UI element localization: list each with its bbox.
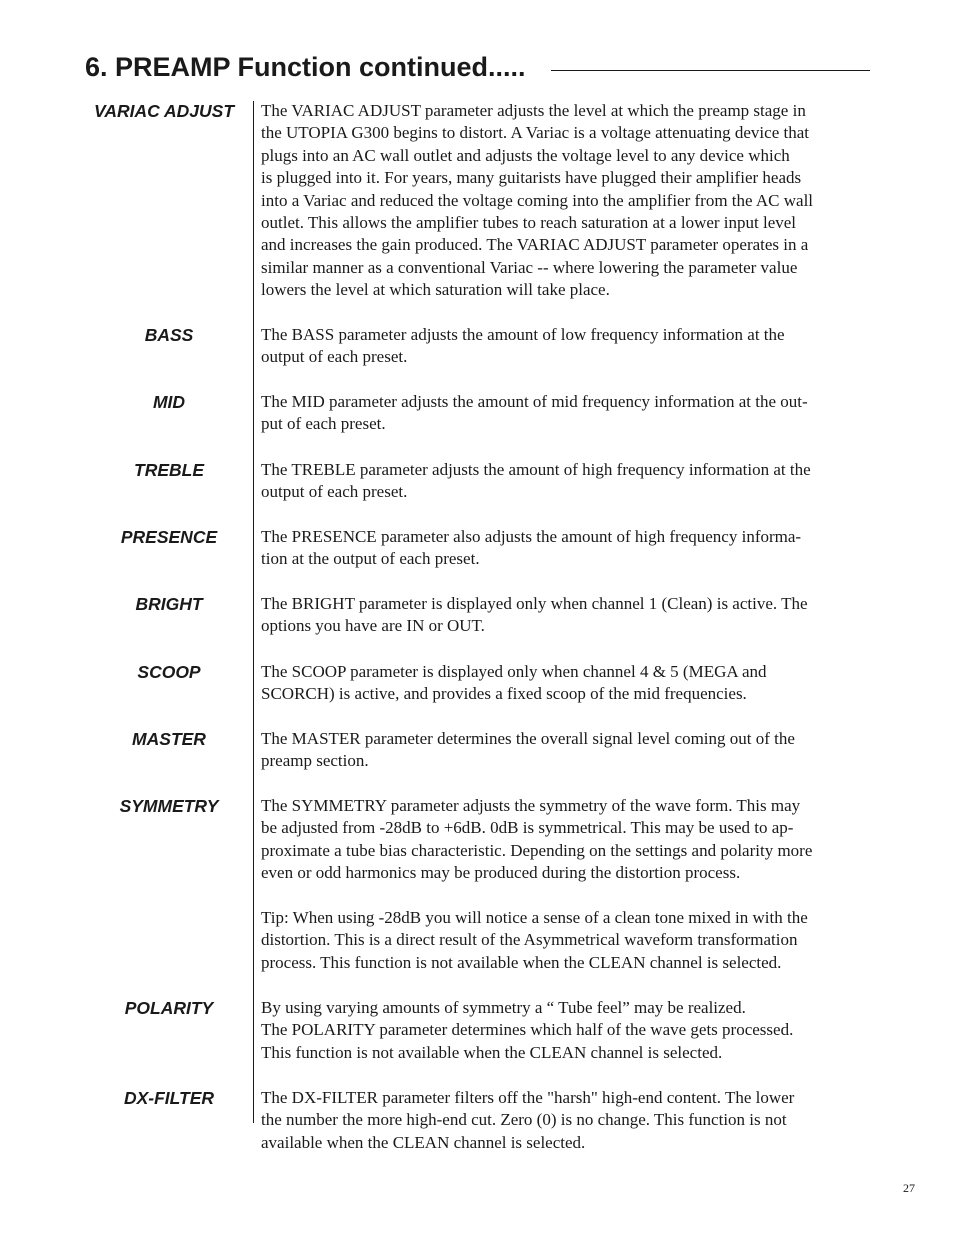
text-line: The MASTER parameter determines the overall signal level coming out of the: [261, 729, 795, 748]
label-presence: PRESENCE: [120, 527, 218, 547]
paragraph-scoop: [261, 661, 873, 706]
paragraph-polarity: [261, 997, 873, 1064]
label-treble: TREBLE: [134, 460, 204, 480]
text-line: and increases the gain produced. The VARIAC ADJUST parameter operates in a: [261, 235, 809, 255]
text-line: put of each preset.: [261, 414, 386, 434]
text-line: The BASS parameter adjusts the amount of low frequency information at the: [261, 325, 785, 344]
text-line: The POLARITY parameter determines which half of the wave gets processed.: [261, 1020, 794, 1040]
label-polarity: POLARITY: [124, 998, 214, 1018]
text-line: The SYMMETRY parameter adjusts the symmetry of the wave form. This may: [261, 796, 801, 815]
text-line: available when the CLEAN channel is selected.: [261, 1132, 586, 1152]
paragraph-mid: [261, 391, 873, 436]
page-title: 6. PREAMP Function continued.....: [85, 52, 526, 82]
paragraph-symmetry-tip: [261, 907, 873, 974]
label-variac-adjust: VARIAC ADJUST: [94, 101, 235, 121]
text-line: outlet. This allows the amplifier tubes to reach saturation at a lower input level: [261, 213, 797, 233]
text-line: options you have are IN or OUT.: [261, 616, 485, 636]
text-line: By using varying amounts of symmetry a “ Tube feel” may be realized.: [261, 998, 746, 1017]
label-bass: BASS: [144, 325, 194, 345]
column-divider: [253, 101, 254, 1123]
text-line: The MID parameter adjusts the amount of mid frequency information at the out-: [261, 392, 808, 411]
text-line: into a Variac and reduced the voltage coming into the amplifier from the AC wall: [261, 190, 814, 210]
paragraph-treble: [261, 459, 873, 504]
text-line: lowers the level at which saturation will take place.: [261, 280, 610, 300]
text-line: even or odd harmonics may be produced during the distortion process.: [261, 863, 741, 883]
text-line: The BRIGHT parameter is displayed only when channel 1 (Clean) is active. The: [261, 594, 808, 613]
text-line: proximate a tube bias characteristic. Depending on the settings and polarity more: [261, 840, 813, 860]
text-line: The DX-FILTER parameter filters off the "harsh" high-end content. The lower: [261, 1088, 795, 1107]
paragraph-presence: [261, 526, 873, 571]
label-scoop: SCOOP: [137, 662, 201, 682]
text-line: the number the more high-end cut. Zero (0) is no change. This function is not: [261, 1110, 787, 1130]
text-line: distortion. This is a direct result of the Asymmetrical waveform transformation: [261, 930, 798, 950]
paragraph-master: [261, 728, 873, 773]
text-line: This function is not available when the CLEAN channel is selected.: [261, 1042, 723, 1062]
text-line: The SCOOP parameter is displayed only when channel 4 & 5 (MEGA and: [261, 662, 767, 681]
text-line: tion at the output of each preset.: [261, 549, 480, 569]
label-symmetry: SYMMETRY: [119, 796, 219, 816]
label-mid: MID: [152, 392, 186, 412]
label-bright: BRIGHT: [135, 594, 203, 614]
text-line: The VARIAC ADJUST parameter adjusts the level at which the preamp stage in: [261, 101, 806, 120]
paragraph-dx-filter: [261, 1087, 873, 1154]
text-line: be adjusted from -28dB to +6dB. 0dB is symmetrical. This may be used to ap-: [261, 818, 794, 838]
text-line: is plugged into it. For years, many guitarists have plugged their amplifier heads: [261, 168, 802, 188]
paragraph-bass: [261, 324, 873, 369]
paragraph-variac-adjust: [261, 100, 873, 302]
text-line: output of each preset.: [261, 347, 408, 367]
title-rule: [551, 70, 870, 71]
paragraph-symmetry: [261, 795, 873, 885]
label-dx-filter: DX-FILTER: [123, 1088, 215, 1108]
text-line: output of each preset.: [261, 482, 408, 502]
text-line: The PRESENCE parameter also adjusts the amount of high frequency informa-: [261, 527, 802, 546]
label-master: MASTER: [132, 729, 206, 749]
text-line: SCORCH) is active, and provides a fixed scoop of the mid frequencies.: [261, 684, 747, 704]
text-line: similar manner as a conventional Variac -- where lowering the parameter value: [261, 257, 798, 277]
page-number: 27: [903, 1181, 915, 1195]
text-line: process. This function is not available when the CLEAN channel is selected.: [261, 952, 782, 972]
text-line: Tip: When using -28dB you will notice a sense of a clean tone mixed in with the: [261, 908, 808, 927]
text-line: preamp section.: [261, 751, 369, 771]
text-line: The TREBLE parameter adjusts the amount of high frequency information at the: [261, 460, 811, 479]
text-line: plugs into an AC wall outlet and adjusts the voltage level to any device which: [261, 145, 790, 165]
text-line: the UTOPIA G300 begins to distort. A Variac is a voltage attenuating device that: [261, 123, 809, 143]
paragraph-bright: [261, 593, 873, 638]
